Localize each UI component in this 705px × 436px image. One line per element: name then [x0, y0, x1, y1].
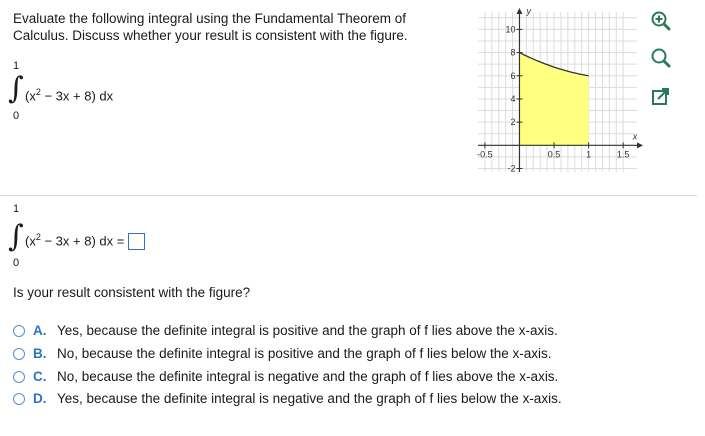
- option-d[interactable]: [13, 391, 562, 406]
- y-tick-label: -2: [507, 163, 516, 174]
- radio-b[interactable]: [13, 348, 25, 360]
- y-tick-label: 2: [510, 117, 516, 128]
- option-c-letter: C.: [33, 369, 47, 384]
- option-d-letter: D.: [33, 391, 47, 406]
- equals-sign: =: [113, 233, 125, 249]
- zoom-in-icon[interactable]: [650, 10, 672, 32]
- integral-answer-input[interactable]: [128, 233, 145, 250]
- y-axis-arrow: [516, 8, 522, 14]
- radio-c[interactable]: [13, 371, 25, 383]
- option-a-text: Yes, because the definite integral is positive and the graph of f lies above the x-axis.: [57, 323, 558, 338]
- radio-a[interactable]: [13, 325, 25, 337]
- y-tick-label: 10: [505, 24, 516, 35]
- upper-limit: 1: [13, 60, 20, 72]
- answer-integrand-after: − 3x + 8) dx: [40, 233, 114, 249]
- option-b-text: No, because the definite integral is positive and the graph of f lies below the x-axis.: [57, 346, 552, 361]
- answer-integrand-before: (x: [25, 233, 36, 249]
- x-axis-label: x: [632, 131, 638, 142]
- option-b-letter: B.: [33, 346, 47, 361]
- popout-icon[interactable]: [650, 86, 672, 108]
- option-b[interactable]: [13, 346, 552, 361]
- x-axis-arrow: [637, 142, 643, 148]
- integrand-before: (x: [25, 88, 36, 104]
- integrand-exponent: 2: [35, 87, 41, 97]
- problem-prompt: Evaluate the following integral using the Fundamental Theorem of Calculus. Discuss whether your result is consistent with the figure.: [13, 11, 408, 43]
- y-tick-label: 4: [510, 93, 516, 104]
- integrand: [25, 87, 113, 103]
- answer-lower-limit: 0: [13, 257, 20, 269]
- radio-d[interactable]: [13, 393, 25, 405]
- consistency-question: Is your result consistent with the figure?: [13, 285, 251, 300]
- x-tick-label: 1.5: [616, 149, 630, 160]
- zoom-out-icon[interactable]: [650, 47, 672, 69]
- answer-upper-limit: 1: [13, 203, 20, 215]
- integral-sign: ∫: [8, 71, 24, 106]
- option-d-text: Yes, because the definite integral is negative and the graph of f lies below the x-axis.: [57, 391, 562, 406]
- option-c[interactable]: [13, 369, 558, 384]
- function-graph: [470, 8, 645, 178]
- option-a-letter: A.: [33, 323, 47, 338]
- x-tick-label: 0.5: [547, 149, 561, 160]
- option-c-text: No, because the definite integral is negative and the graph of f lies above the x-axis.: [57, 369, 559, 384]
- option-a[interactable]: [13, 323, 558, 338]
- y-axis-label: y: [526, 8, 531, 16]
- x-tick-label: 1: [586, 149, 592, 160]
- answer-integrand: [25, 232, 145, 250]
- integrand-after: − 3x + 8) dx: [40, 88, 114, 104]
- section-divider: [0, 195, 697, 196]
- x-tick-label: -0.5: [477, 149, 493, 160]
- lower-limit: 0: [13, 110, 20, 122]
- answer-integral-sign: ∫: [8, 219, 24, 254]
- y-tick-label: 8: [510, 47, 516, 58]
- answer-integrand-exponent: 2: [35, 232, 41, 242]
- y-tick-label: 6: [510, 70, 516, 81]
